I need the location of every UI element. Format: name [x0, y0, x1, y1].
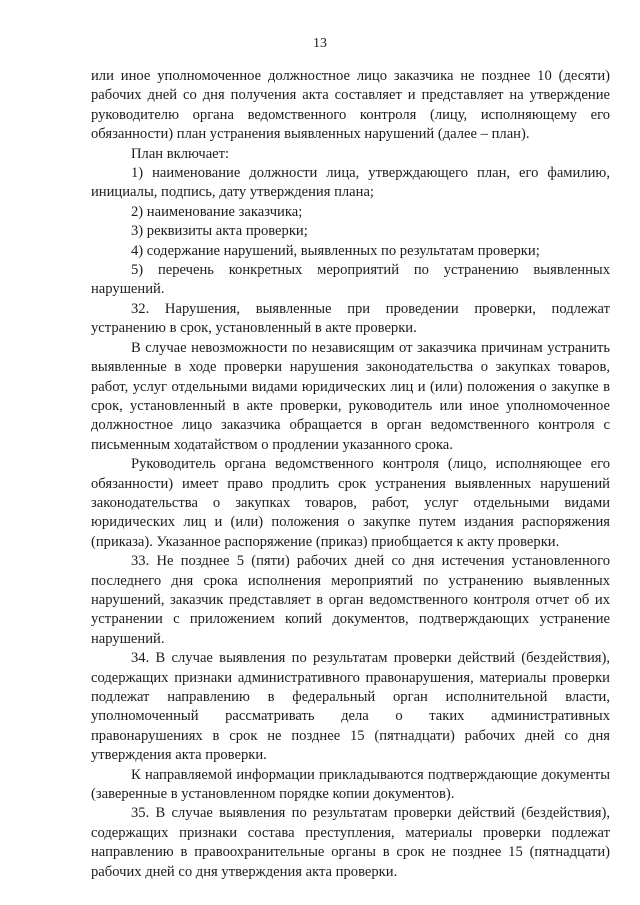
paragraph-9: В случае невозможности по независящим от заказчика причинам устранить выявленные в ходе проверки нарушения законодательства о закупках товаров, работ, услуг отдельными видами юридических лиц и (или) положения о закупке в срок, установленный в акте проверки, руководитель или иное уполномоченное должностное лицо заказчика обращается в орган ведомственного контроля с письменным ходатайством о продлении указанного срока.	[91, 339, 610, 453]
paragraph-2: План включает:	[131, 145, 230, 162]
paragraph-3: 1) наименование должности лица, утверждающего план, его фамилию, инициалы, подпись, дату утверждения плана;	[91, 165, 610, 201]
page-number: 13	[313, 36, 327, 51]
paragraph-8: 32. Нарушения, выявленные при проведении проверки, подлежат устранению в срок, установленный в акте проверки.	[91, 300, 610, 337]
paragraph-12: 34. В случае выявления по результатам проверки действий (бездействия), содержащих признаки административного правонарушения, материалы проверки подлежат направлению в федеральный орган исполнительной власти, уполномоченный рассматривать дела о таких административных правонарушениях в срок не позднее 15 (пятнадцати) рабочих дней со дня утверждения акта проверки.	[91, 650, 610, 764]
paragraph-7: 5) перечень конкретных мероприятий по устранению выявленных нарушений.	[91, 262, 610, 298]
paragraph-6: 4) содержание нарушений, выявленных по результатам проверки;	[131, 242, 540, 259]
paragraph-1: или иное уполномоченное должностное лицо заказчика не позднее 10 (десяти) рабочих дней со дня получения акта составляет и представляет на утверждение руководителю органа ведомственного контроля (лицу, исполняющему его обязанности) план устранения выявленных нарушений (далее – план).	[91, 68, 610, 143]
paragraph-4: 2) наименование заказчика;	[131, 203, 303, 220]
paragraph-11: 33. Не позднее 5 (пяти) рабочих дней со дня истечения установленного последнего дня срока исполнения мероприятий по устранению выявленных нарушений, заказчик представляет в орган ведомственного контроля отчет об их устранении с приложением копий документов, подтверждающих устранение нарушений.	[91, 553, 610, 647]
paragraph-10: Руководитель органа ведомственного контроля (лицо, исполняющее его обязанности) имеет право продлить срок устранения выявленных нарушений законодательства о закупках товаров, работ, услуг отдельными видами юридических лиц и (или) положения о закупке путем издания распоряжения (приказа). Указанное распоряжение (приказ) приобщается к акту проверки.	[91, 456, 610, 550]
paragraph-14: 35. В случае выявления по результатам проверки действий (бездействия), содержащих признаки состава преступления, материалы проверки подлежат направлению в правоохранительные органы в срок не позднее 15 (пятнадцати) рабочих дней со дня утверждения акта проверки.	[91, 805, 610, 880]
paragraph-5: 3) реквизиты акта проверки;	[131, 223, 308, 240]
document-body	[91, 67, 610, 882]
paragraph-13: К направляемой информации прикладываются подтверждающие документы (заверенные в установленном порядке копии документов).	[91, 766, 610, 803]
